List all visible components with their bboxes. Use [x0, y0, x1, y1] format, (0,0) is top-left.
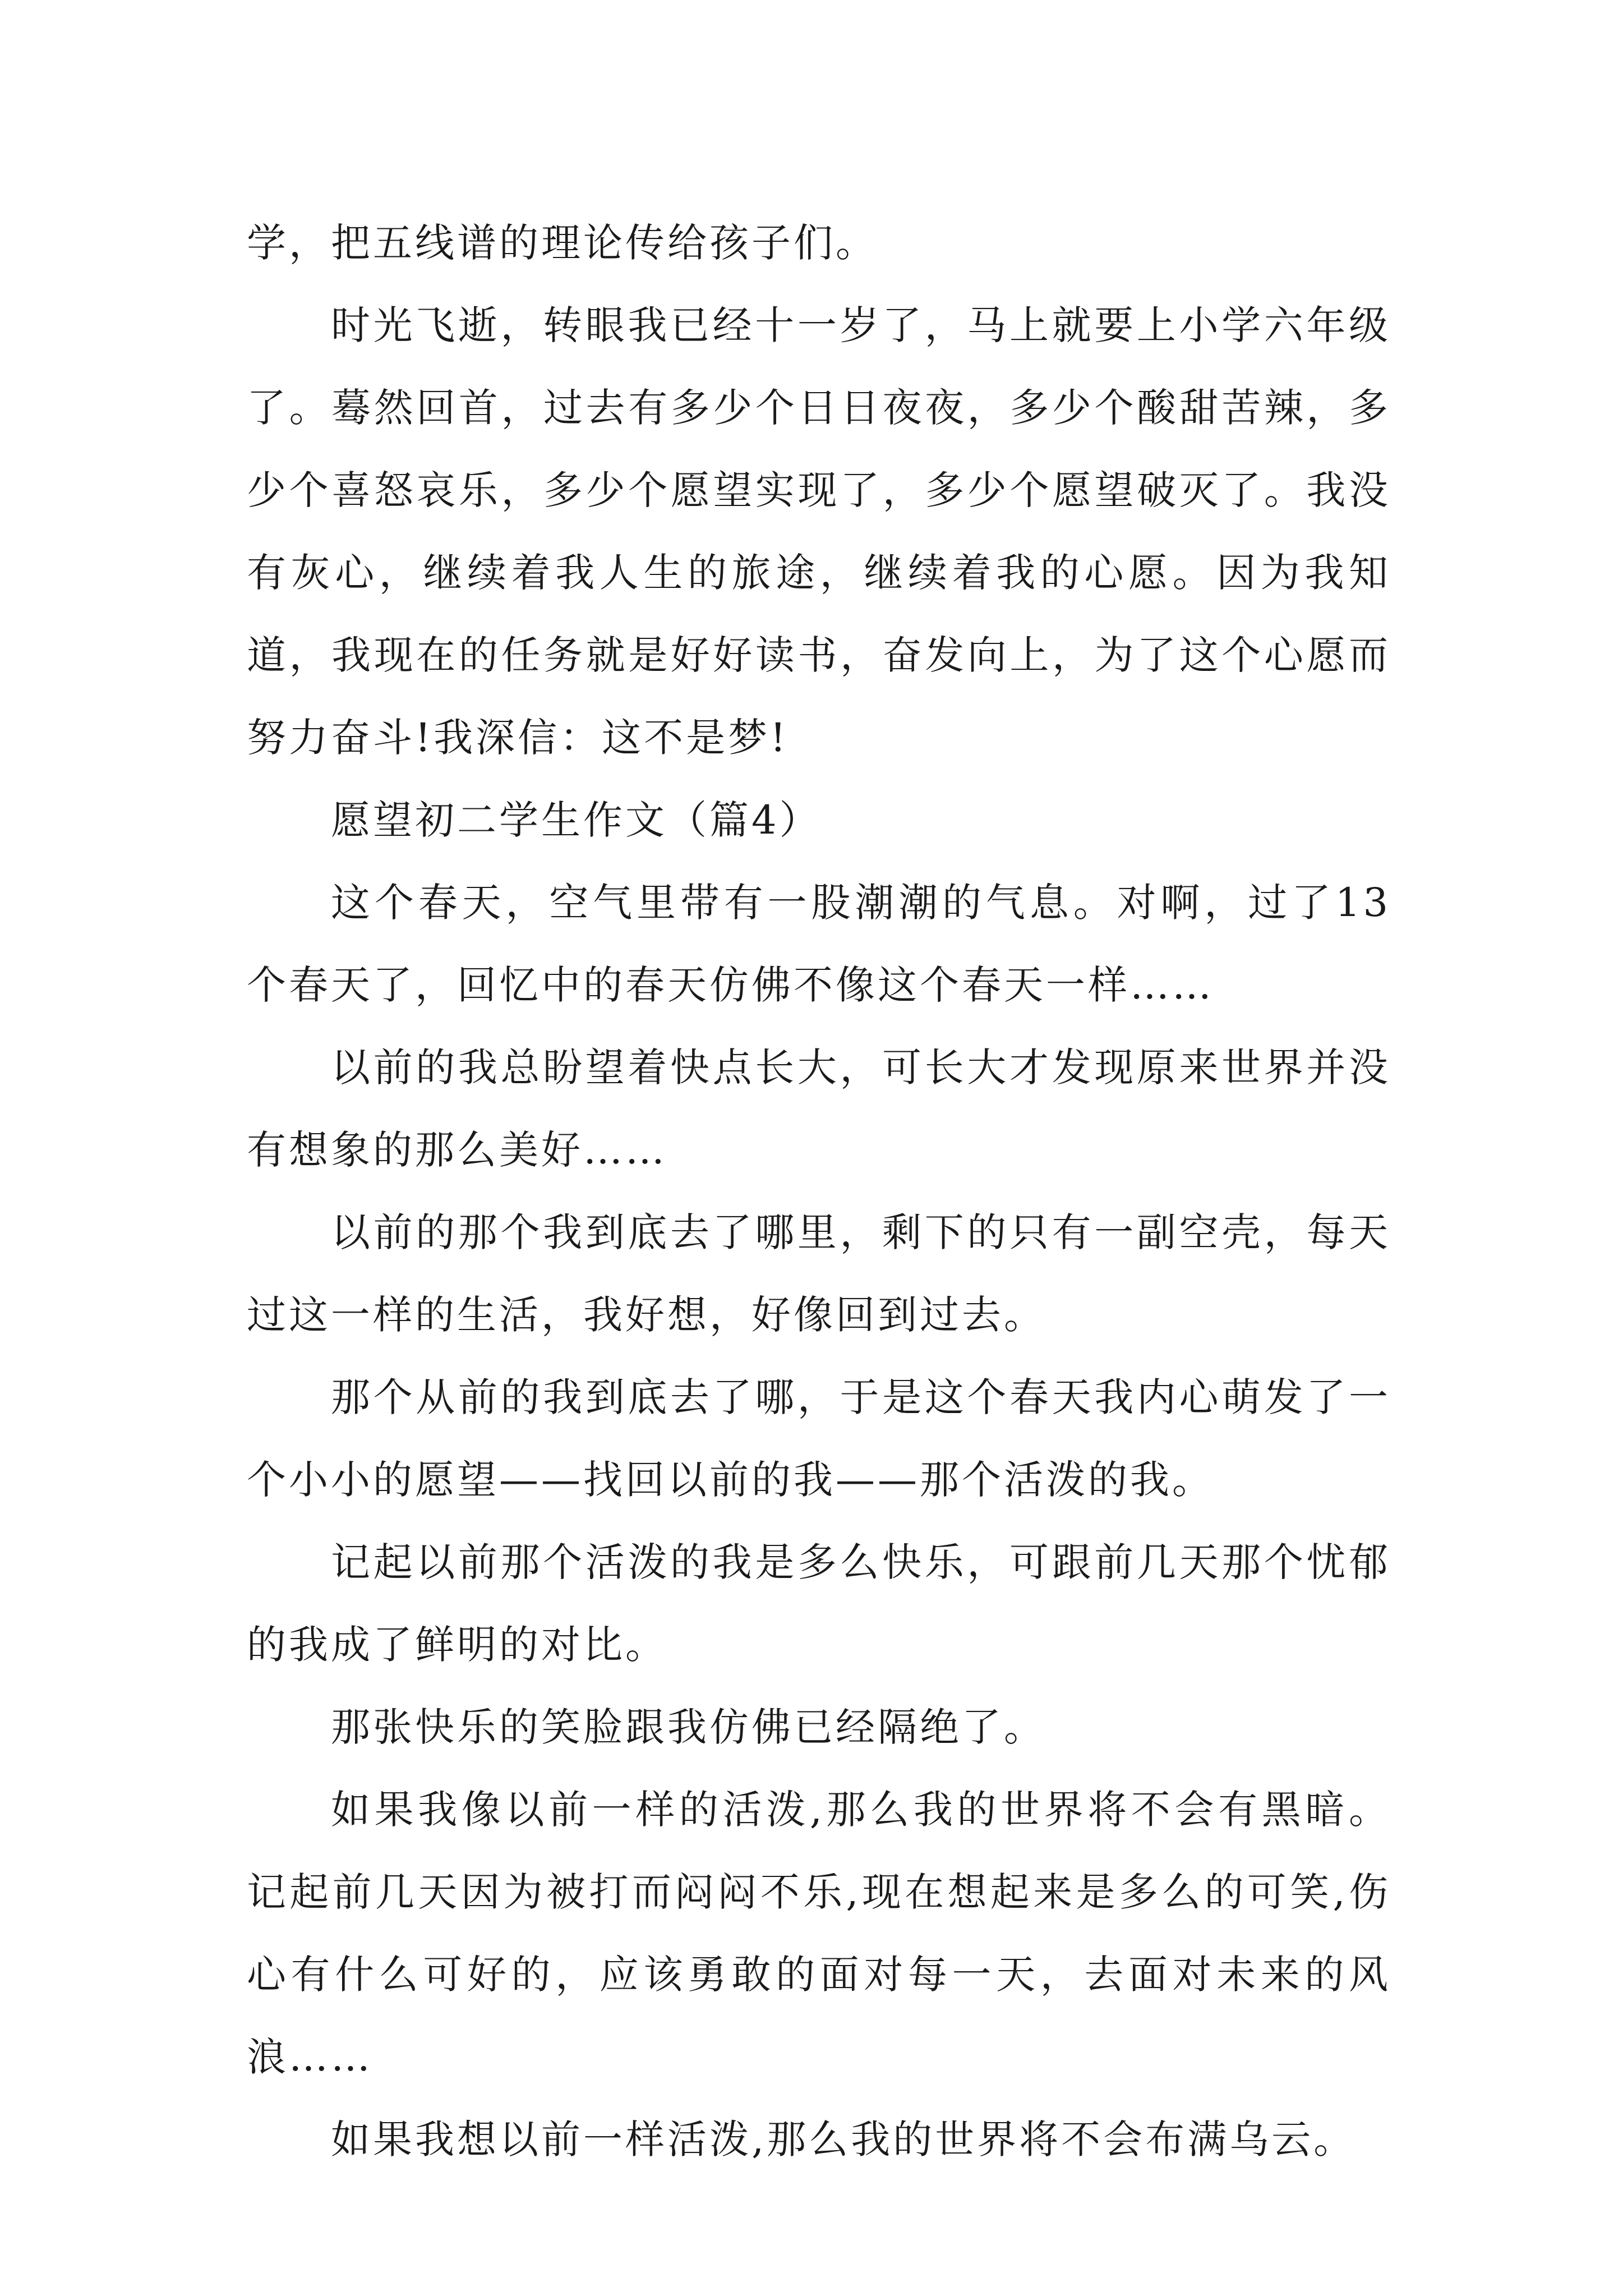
paragraph: 记起以前那个活泼的我是多么快乐，可跟前几天那个忧郁的我成了鲜明的对比。: [247, 1539, 1391, 1668]
paragraph: 如果我想以前一样活泼,那么我的世界将不会布满乌云。: [331, 2116, 1356, 2162]
paragraph: 那个从前的我到底去了哪，于是这个春天我内心萌发了一个小小的愿望——找回以前的我——那个活泼的我。: [247, 1374, 1391, 1503]
paragraph: 如果我像以前一样的活泼,那么我的世界将不会有黑暗。记起前几天因为被打而闷闷不乐,现在想起来是多么的可笑,伤心有什么可好的，应该勇敢的面对每一天，去面对未来的风浪……: [247, 1787, 1391, 2080]
paragraph: 那张快乐的笑脸跟我仿佛已经隔绝了。: [331, 1704, 1046, 1750]
paragraph: 这个春天，空气里带有一股潮潮的气息。对啊，过了13个春天了，回忆中的春天仿佛不像这个春天一样……: [247, 880, 1391, 1008]
paragraph: 以前的那个我到底去了哪里，剩下的只有一副空壳，每天过这一样的生活，我好想，好像回到过去。: [247, 1209, 1391, 1338]
section-heading: 愿望初二学生作文（篇4）: [331, 797, 822, 843]
paragraph-continuation: 学，把五线谱的理论传给孩子们。: [247, 220, 878, 266]
paragraph: 以前的我总盼望着快点长大，可长大才发现原来世界并没有想象的那么美好……: [247, 1045, 1391, 1173]
paragraph: 时光飞逝，转眼我已经十一岁了，马上就要上小学六年级了。蓦然回首，过去有多少个日日夜夜，多少个酸甜苦辣，多少个喜怒哀乐，多少个愿望实现了，多少个愿望破灭了。我没有灰心，继续着我人生的旅途，继续着我的心愿。因为我知道，我现在的任务就是好好读书，奋发向上，为了这个心愿而努力奋斗!我深信：这不是梦!: [247, 302, 1391, 761]
article-body: [247, 202, 1391, 2181]
